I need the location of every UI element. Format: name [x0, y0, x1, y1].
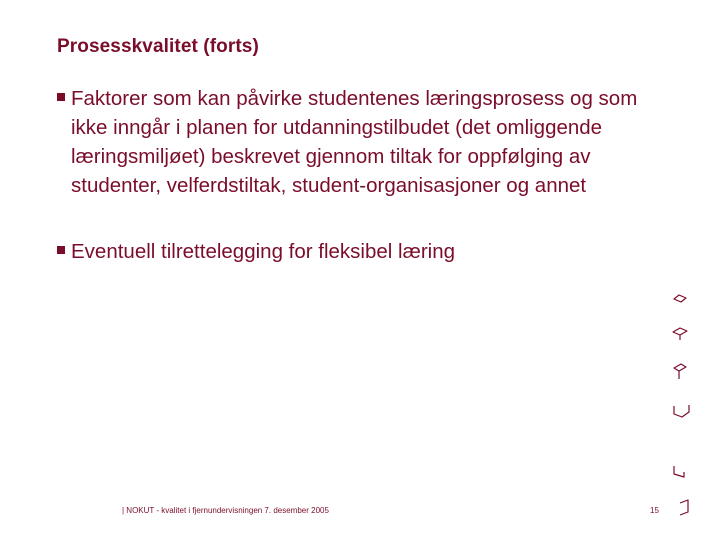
page-number: 15 — [650, 506, 659, 515]
cube-outline-icon — [674, 405, 689, 417]
bullet-item — [55, 84, 665, 200]
cube-outline-icon — [674, 364, 686, 379]
bullet-text: Faktorer som kan påvirke studentenes læringsprosess og som ikke inngår i planen for utdanningstilbudet (det omliggende læringsmiljøet) beskrevet gjennom tiltak for oppfølging av studenter, velferdstiltak, student-organisasjoner og annet — [71, 87, 638, 197]
cube-outline-icon — [680, 500, 688, 515]
cube-outline-icon — [673, 328, 687, 340]
cube-outline-icon — [674, 295, 686, 302]
bullet-item — [55, 237, 665, 266]
bullet-text: Eventuell tilrettelegging for fleksibel læring — [71, 240, 456, 263]
cube-outline-icon — [674, 466, 684, 477]
slide-title: Prosesskvalitet (forts) — [57, 36, 259, 57]
bullet-list — [55, 84, 665, 266]
footer-text: | NOKUT - kvalitet i fjernundervisningen 7. desember 2005 — [122, 506, 329, 515]
square-bullet-icon — [57, 93, 65, 101]
falling-cube-outline-icons — [668, 290, 698, 520]
square-bullet-icon — [57, 246, 65, 254]
